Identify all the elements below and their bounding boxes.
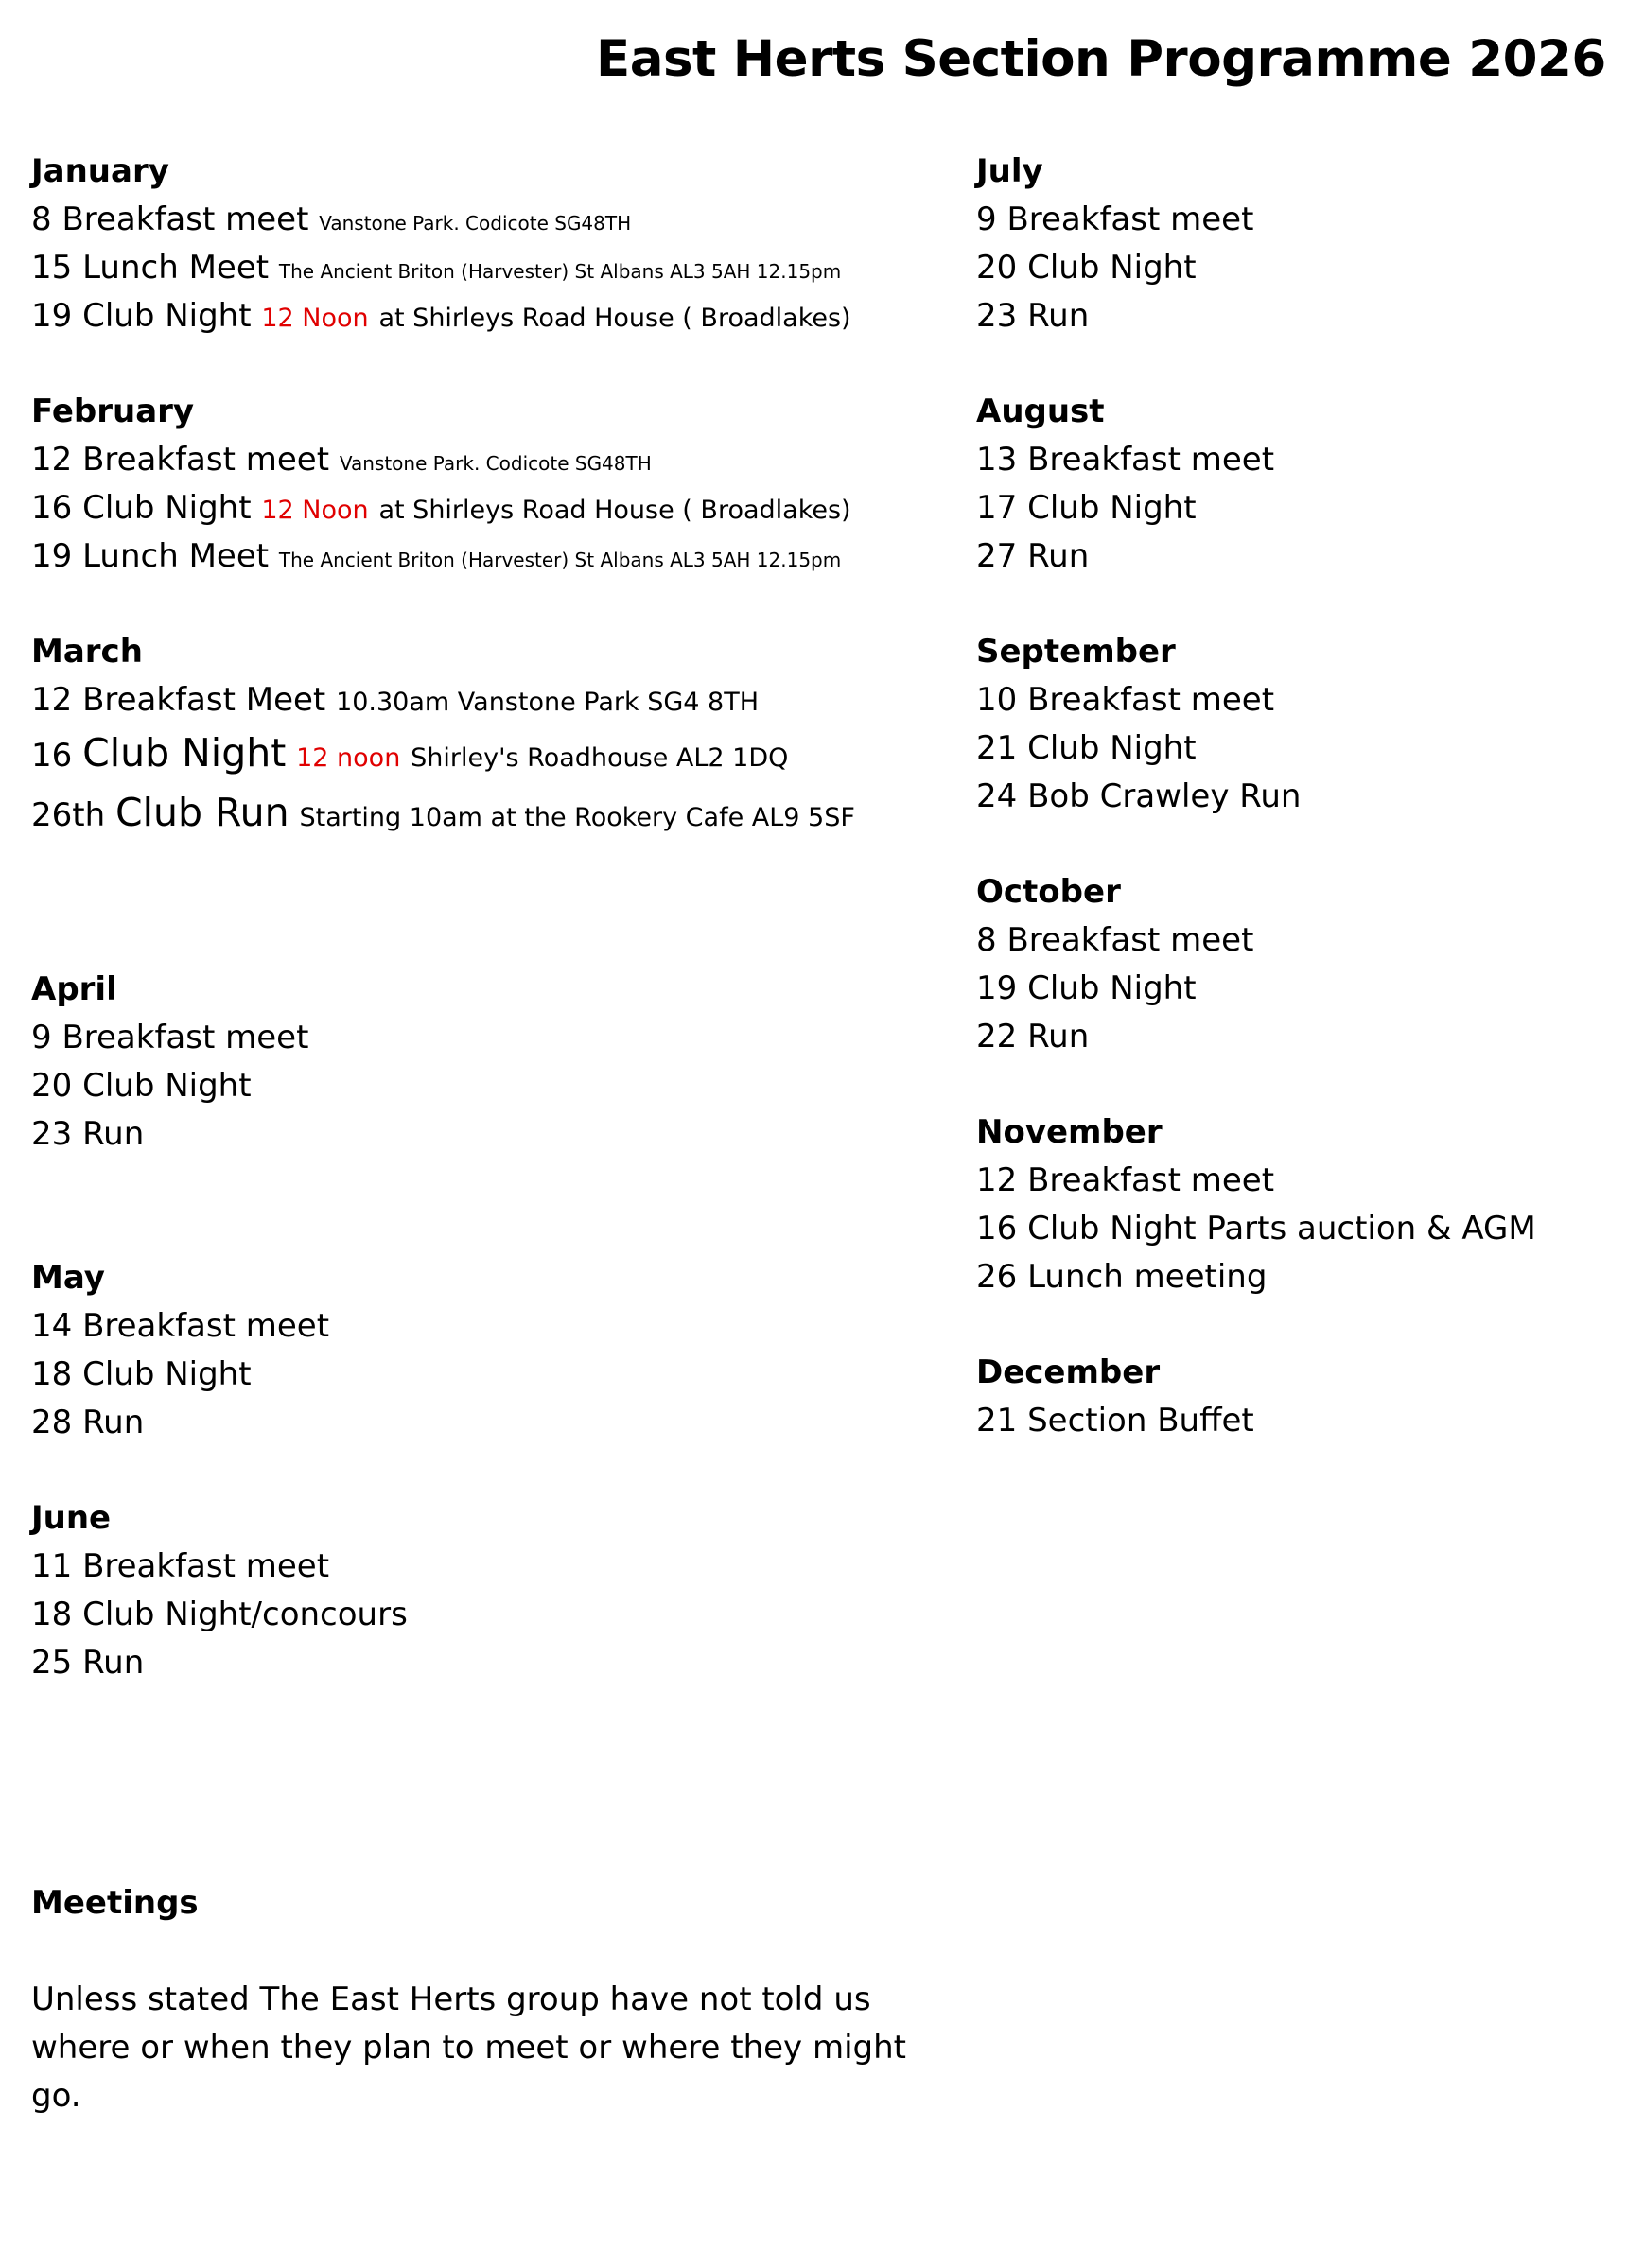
event-label: Run [1027, 297, 1090, 335]
month-december [976, 1349, 1254, 1445]
month-heading: January [31, 152, 169, 190]
event-label: Run [1027, 537, 1090, 575]
event-label: Club Night/concours [82, 1596, 408, 1633]
event-label: Lunch meeting [1027, 1258, 1268, 1296]
event-day: 16 [31, 489, 73, 527]
event-day: 9 [31, 1019, 52, 1056]
month-heading: May [31, 1259, 105, 1297]
event-day: 9 [976, 201, 997, 238]
event-item [976, 1013, 1253, 1061]
month-november [976, 1108, 1536, 1301]
event-detail: Vanstone Park. Codicote SG48TH [319, 212, 632, 235]
event-item [976, 244, 1253, 292]
event-day: 24 [976, 777, 1018, 815]
event-time-highlight: 12 noon [296, 743, 401, 773]
event-label: Breakfast meet [1027, 681, 1275, 719]
event-label: Breakfast meet [82, 1307, 330, 1345]
event-item [976, 484, 1274, 532]
event-day: 22 [976, 1018, 1018, 1055]
event-day: 16 [976, 1210, 1018, 1247]
event-label: Club Night [82, 1067, 252, 1105]
event-day: 16 [31, 737, 73, 775]
event-item [31, 436, 851, 484]
month-heading: September [976, 633, 1176, 671]
event-label: Club Night Parts auction & AGM [1027, 1210, 1536, 1247]
month-february [31, 388, 851, 581]
event-label: Breakfast Meet [82, 681, 326, 719]
event-day: 12 [976, 1161, 1018, 1199]
event-day: 23 [31, 1115, 73, 1153]
event-day: 8 [31, 201, 52, 238]
month-heading: July [976, 152, 1043, 190]
event-item [31, 1014, 308, 1062]
event-label: Breakfast meet [82, 441, 330, 479]
event-day: 28 [31, 1404, 73, 1441]
month-heading: October [976, 873, 1121, 911]
event-item [976, 1253, 1536, 1301]
event-location: at Shirleys Road House ( Broadlakes) [378, 304, 851, 333]
event-day: 23 [976, 297, 1018, 335]
event-detail: Vanstone Park. Codicote SG48TH [339, 452, 652, 475]
event-label: Section Buffet [1027, 1402, 1254, 1439]
event-label: Breakfast meet [82, 1547, 330, 1585]
event-time-highlight: 12 Noon [261, 304, 369, 333]
event-item [31, 1591, 408, 1639]
month-january [31, 148, 851, 340]
event-day: 11 [31, 1547, 73, 1585]
event-day: 14 [31, 1307, 73, 1345]
month-heading: November [976, 1113, 1163, 1151]
event-item [31, 1062, 308, 1110]
event-label: Club Night [82, 489, 252, 527]
month-heading: February [31, 393, 195, 430]
event-day: 18 [31, 1355, 73, 1393]
event-label: Breakfast meet [1027, 441, 1275, 479]
event-item [31, 1302, 329, 1351]
event-label: Club Night [1027, 489, 1197, 527]
event-label: Run [82, 1404, 145, 1441]
month-heading: April [31, 970, 117, 1008]
event-day: 10 [976, 681, 1018, 719]
event-item [976, 436, 1274, 484]
event-item [976, 1397, 1254, 1445]
event-day: 12 [31, 681, 73, 719]
event-item [976, 292, 1253, 340]
meetings-text: Unless stated The East Herts group have not told us where or when they plan to meet or where they might go. [31, 1980, 907, 2115]
month-april [31, 966, 308, 1159]
event-label: Lunch Meet [82, 537, 270, 575]
event-day: 20 [31, 1067, 73, 1105]
event-label: Club Night [1027, 729, 1197, 767]
event-day: 20 [976, 249, 1018, 287]
event-day: 25 [31, 1644, 73, 1682]
event-label: Run [82, 1115, 145, 1153]
event-item [31, 196, 851, 244]
event-item [976, 965, 1253, 1013]
event-item [976, 532, 1274, 581]
event-day: 18 [31, 1596, 73, 1633]
event-item [31, 1399, 329, 1447]
month-july [976, 148, 1253, 340]
event-label: Lunch Meet [82, 249, 270, 287]
event-item [976, 676, 1301, 724]
month-october [976, 868, 1253, 1061]
event-day: 17 [976, 489, 1018, 527]
event-label: Breakfast meet [1006, 921, 1254, 959]
month-heading: March [31, 633, 143, 671]
event-label: Club Run [114, 790, 289, 835]
month-heading: August [976, 393, 1105, 430]
event-label: Run [1027, 1018, 1090, 1055]
event-item [31, 1639, 408, 1687]
event-item [31, 1543, 408, 1591]
event-day: 19 [31, 537, 73, 575]
event-detail: The Ancient Briton (Harvester) St Albans AL3 5AH 12.15pm [278, 260, 842, 283]
event-day: 8 [976, 921, 997, 959]
month-heading: December [976, 1353, 1161, 1391]
page-title: East Herts Section Programme 2026 [596, 30, 1606, 88]
event-location: 10.30am Vanstone Park SG4 8TH [336, 688, 760, 717]
meetings-heading: Meetings [31, 1884, 199, 1922]
event-day: 27 [976, 537, 1018, 575]
event-day: 12 [31, 441, 73, 479]
event-label: Club Night [1027, 249, 1197, 287]
event-label: Breakfast meet [61, 1019, 309, 1056]
event-item [31, 532, 851, 581]
event-label: Breakfast meet [61, 201, 309, 238]
event-location: at Shirleys Road House ( Broadlakes) [378, 496, 851, 525]
event-day: 26 [976, 1258, 1018, 1296]
event-item [31, 244, 851, 292]
event-item [976, 916, 1253, 965]
event-label: Bob Crawley Run [1027, 777, 1302, 815]
event-item [976, 196, 1253, 244]
month-june [31, 1494, 408, 1687]
event-day: 19 [976, 969, 1018, 1007]
event-item [31, 1110, 308, 1159]
event-item [976, 724, 1301, 773]
event-item [31, 292, 851, 340]
event-detail: The Ancient Briton (Harvester) St Albans AL3 5AH 12.15pm [278, 549, 842, 571]
month-may [31, 1254, 329, 1447]
event-item [31, 1351, 329, 1399]
event-location: Shirley's Roadhouse AL2 1DQ [411, 743, 789, 773]
event-day: 13 [976, 441, 1018, 479]
event-day: 21 [976, 1402, 1018, 1439]
event-item [976, 773, 1301, 821]
event-day: 15 [31, 249, 73, 287]
month-august [976, 388, 1274, 581]
event-item [31, 484, 851, 532]
event-label: Club Night [82, 730, 287, 776]
event-label: Breakfast meet [1006, 201, 1254, 238]
event-day: 26th [31, 796, 106, 834]
event-label: Club Night [82, 1355, 252, 1393]
event-item [976, 1157, 1536, 1205]
event-location: Starting 10am at the Rookery Cafe AL9 5SF [299, 803, 855, 832]
event-time-highlight: 12 Noon [261, 496, 369, 525]
event-day: 21 [976, 729, 1018, 767]
event-label: Breakfast meet [1027, 1161, 1275, 1199]
event-item [31, 676, 855, 724]
event-item [976, 1205, 1536, 1253]
month-september [976, 628, 1301, 821]
event-item [31, 781, 855, 844]
event-item [31, 724, 855, 781]
event-label: Club Night [82, 297, 252, 335]
month-march [31, 628, 855, 844]
event-day: 19 [31, 297, 73, 335]
month-heading: June [31, 1499, 112, 1537]
event-label: Run [82, 1644, 145, 1682]
event-label: Club Night [1027, 969, 1197, 1007]
meetings-section [31, 1879, 939, 2120]
